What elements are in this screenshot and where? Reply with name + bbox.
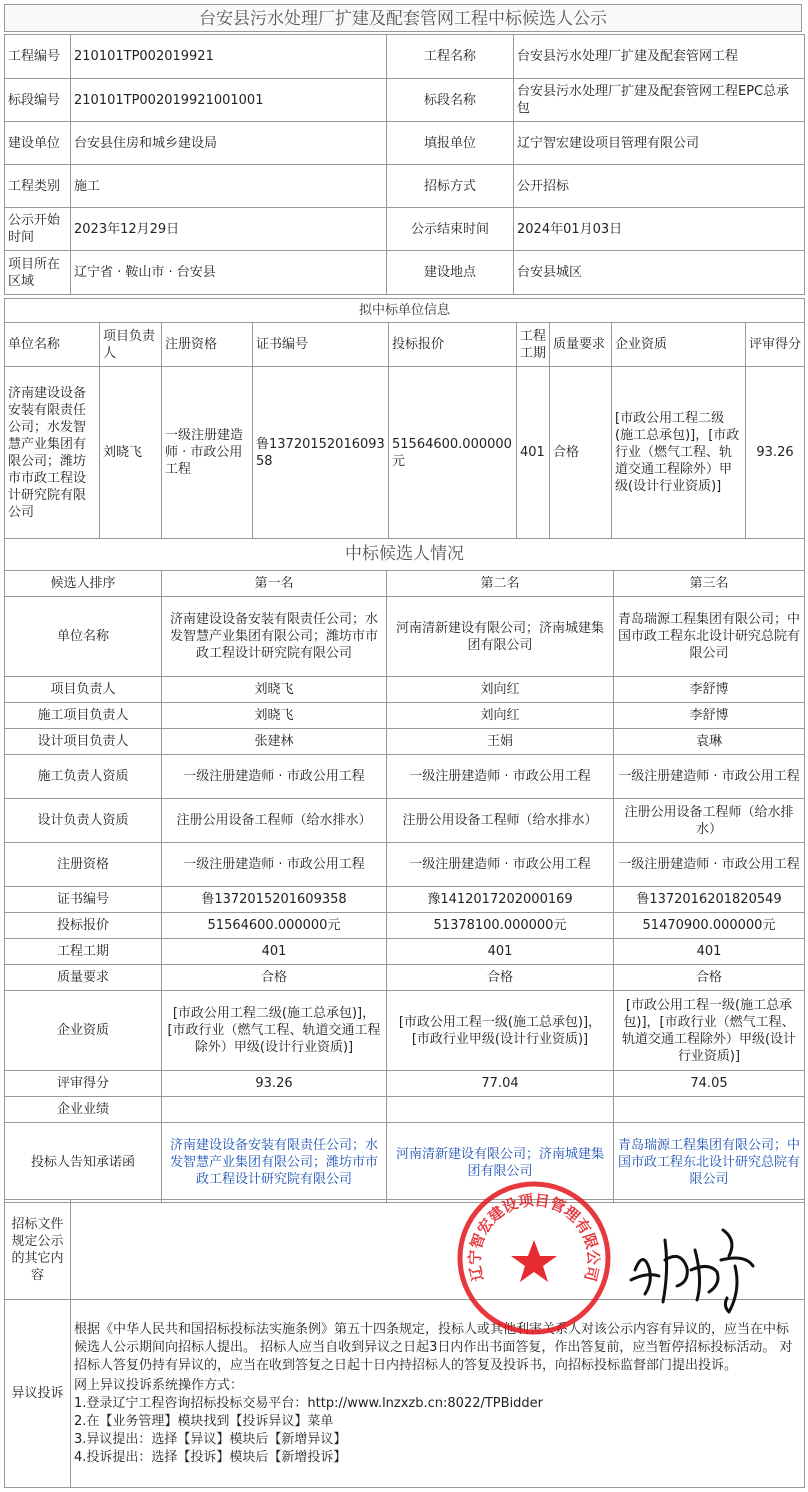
candidate-row-label: 单位名称 <box>5 597 162 677</box>
objection-content <box>71 1300 805 1488</box>
project-name: 台安县污水处理厂扩建及配套管网工程 <box>514 35 805 79</box>
candidate-row-label: 企业业绩 <box>5 1097 162 1123</box>
candidate-row <box>5 913 805 939</box>
letter-link-3[interactable] <box>614 1123 805 1203</box>
project-code: 210101TP002019921 <box>71 35 387 79</box>
candidate-cell: 51470900.000000元 <box>614 913 805 939</box>
candidate-cell: 注册公用设备工程师（给水排水） <box>387 799 614 843</box>
objection-howto: 网上异议投诉系统操作方式： <box>74 1377 244 1393</box>
candidate-row <box>5 991 805 1071</box>
candidate-cell <box>162 1097 387 1123</box>
project-info-table <box>4 34 805 295</box>
candidate-cell: 77.04 <box>387 1071 614 1097</box>
winner-company: 济南建设设备安装有限责任公司；水发智慧产业集团有限公司；潍坊市市政工程设计研究院有限公司 <box>5 367 100 539</box>
label-region: 项目所在区域 <box>5 251 71 295</box>
winner-score: 93.26 <box>746 367 805 539</box>
candidate-row-label: 质量要求 <box>5 965 162 991</box>
end-date: 2024年01月03日 <box>514 208 805 251</box>
candidate-cell <box>387 1097 614 1123</box>
candidates-table <box>4 538 805 1203</box>
candidate-cell: 张建林 <box>162 729 387 755</box>
candidate-cell: 鲁1372015201609358 <box>162 887 387 913</box>
candidate-row-label: 项目负责人 <box>5 677 162 703</box>
candidate-cell: [市政公用工程一级(施工总承包)]，[市政行业（燃气工程、轨道交通工程除外）甲级(设计行业资质)] <box>614 991 805 1071</box>
candidate-cell: 刘向红 <box>387 677 614 703</box>
candidate-cell: 注册公用设备工程师（给水排水） <box>614 799 805 843</box>
candidate-cell: 豫1412017202000169 <box>387 887 614 913</box>
label-project-name: 工程名称 <box>387 35 514 79</box>
candidates-section-title: 中标候选人情况 <box>5 539 805 571</box>
letter-link-text[interactable]: 河南清新建设有限公司；济南城建集团有限公司 <box>395 1146 604 1179</box>
label-location: 建设地点 <box>387 251 514 295</box>
candidate-row-label: 评审得分 <box>5 1071 162 1097</box>
category: 施工 <box>71 165 387 208</box>
candidate-cell: 鲁1372016201820549 <box>614 887 805 913</box>
winner-header: 质量要求 <box>550 323 612 367</box>
candidate-row <box>5 597 805 677</box>
rank-2: 第二名 <box>387 571 614 597</box>
objection-label: 异议投诉 <box>5 1300 71 1488</box>
winner-header-row <box>5 323 805 367</box>
candidate-row <box>5 799 805 843</box>
label-section-name: 标段名称 <box>387 79 514 122</box>
candidate-cell: 51378100.000000元 <box>387 913 614 939</box>
objection-step: 1.登录辽宁工程咨询招标投标交易平台：http://www.lnzxzb.cn:8022/TPBidder <box>74 1395 544 1411</box>
candidate-cell: 青岛瑞源工程集团有限公司；中国市政工程东北设计研究总院有限公司 <box>614 597 805 677</box>
rank-3: 第三名 <box>614 571 805 597</box>
candidate-cell: 济南建设设备安装有限责任公司；水发智慧产业集团有限公司；潍坊市市政工程设计研究院有限公司 <box>162 597 387 677</box>
candidate-cell: 李舒博 <box>614 677 805 703</box>
candidate-row <box>5 965 805 991</box>
winner-duration: 401 <box>517 367 550 539</box>
winner-row <box>5 367 805 539</box>
filler: 辽宁智宏建设项目管理有限公司 <box>514 122 805 165</box>
letter-link-1[interactable] <box>162 1123 387 1203</box>
candidate-cell <box>614 1097 805 1123</box>
winner-section-title: 拟中标单位信息 <box>5 299 805 323</box>
candidate-cell: 74.05 <box>614 1071 805 1097</box>
location: 台安县城区 <box>514 251 805 295</box>
winner-header: 企业资质 <box>612 323 746 367</box>
candidate-cell: 一级注册建造师 · 市政公用工程 <box>387 843 614 887</box>
other-content-label: 招标文件规定公示的其它内容 <box>5 1200 71 1300</box>
candidate-row <box>5 1071 805 1097</box>
label-end: 公示结束时间 <box>387 208 514 251</box>
winner-quality: 合格 <box>550 367 612 539</box>
candidate-cell: [市政公用工程一级(施工总承包)]，[市政行业甲级(设计行业资质)] <box>387 991 614 1071</box>
winner-manager: 刘晓飞 <box>100 367 162 539</box>
candidate-cell: 李舒博 <box>614 703 805 729</box>
letter-link-text[interactable]: 青岛瑞源工程集团有限公司；中国市政工程东北设计研究总院有限公司 <box>617 1138 800 1187</box>
winner-cert: 鲁1372015201609358 <box>253 367 389 539</box>
section-code: 210101TP002019921001001 <box>71 79 387 122</box>
label-section-code: 标段编号 <box>5 79 71 122</box>
winner-header: 单位名称 <box>5 323 100 367</box>
section-name: 台安县污水处理厂扩建及配套管网工程EPC总承包 <box>514 79 805 122</box>
candidate-cell: 401 <box>387 939 614 965</box>
label-category: 工程类别 <box>5 165 71 208</box>
footer-table <box>4 1199 805 1488</box>
label-project-code: 工程编号 <box>5 35 71 79</box>
candidate-cell: 刘晓飞 <box>162 677 387 703</box>
candidate-row <box>5 677 805 703</box>
rank-row <box>5 571 805 597</box>
candidate-cell: 注册公用设备工程师（给水排水） <box>162 799 387 843</box>
candidate-row-label: 证书编号 <box>5 887 162 913</box>
candidate-row-label: 设计负责人资质 <box>5 799 162 843</box>
rank-label: 候选人排序 <box>5 571 162 597</box>
candidate-row-label: 投标报价 <box>5 913 162 939</box>
winner-header: 投标报价 <box>389 323 517 367</box>
candidate-cell: 刘晓飞 <box>162 703 387 729</box>
candidate-cell: 一级注册建造师 · 市政公用工程 <box>387 755 614 799</box>
candidate-row-label: 施工项目负责人 <box>5 703 162 729</box>
winner-header: 评审得分 <box>746 323 805 367</box>
winner-enterprise-qualification: [市政公用工程二级(施工总承包)]，[市政行业（燃气工程、轨道交通工程除外）甲级(设计行业资质)] <box>612 367 746 539</box>
candidate-cell: 一级注册建造师 · 市政公用工程 <box>162 843 387 887</box>
objection-step: 2.在【业务管理】模块找到【投诉异议】菜单 <box>74 1413 334 1429</box>
candidate-cell: [市政公用工程二级(施工总承包)]，[市政行业（燃气工程、轨道交通工程除外）甲级(设计行业资质)] <box>162 991 387 1071</box>
label-builder: 建设单位 <box>5 122 71 165</box>
other-content <box>71 1200 805 1300</box>
winner-header: 注册资格 <box>162 323 253 367</box>
region: 辽宁省 · 鞍山市 · 台安县 <box>71 251 387 295</box>
candidate-row-label: 设计项目负责人 <box>5 729 162 755</box>
objection-step: 3.异议提出：选择【异议】模块后【新增异议】 <box>74 1431 347 1447</box>
letter-link-2[interactable] <box>387 1123 614 1203</box>
candidate-row <box>5 755 805 799</box>
candidate-row <box>5 729 805 755</box>
candidate-row-label: 工程工期 <box>5 939 162 965</box>
winner-header: 证书编号 <box>253 323 389 367</box>
candidate-cell: 合格 <box>614 965 805 991</box>
candidate-row-label: 施工负责人资质 <box>5 755 162 799</box>
candidate-cell: 401 <box>162 939 387 965</box>
winner-bid: 51564600.000000元 <box>389 367 517 539</box>
candidate-row-label: 注册资格 <box>5 843 162 887</box>
candidate-cell: 一级注册建造师 · 市政公用工程 <box>162 755 387 799</box>
winner-header: 项目负责人 <box>100 323 162 367</box>
candidate-row <box>5 939 805 965</box>
candidate-cell: 袁琳 <box>614 729 805 755</box>
candidate-cell: 一级注册建造师 · 市政公用工程 <box>614 843 805 887</box>
rank-1: 第一名 <box>162 571 387 597</box>
label-method: 招标方式 <box>387 165 514 208</box>
candidate-cell: 合格 <box>387 965 614 991</box>
candidate-cell: 王娟 <box>387 729 614 755</box>
candidate-cell: 401 <box>614 939 805 965</box>
letter-label: 投标人告知承诺函 <box>5 1123 162 1203</box>
candidate-cell: 51564600.000000元 <box>162 913 387 939</box>
label-filler: 填报单位 <box>387 122 514 165</box>
letter-row <box>5 1123 805 1203</box>
label-start: 公示开始时间 <box>5 208 71 251</box>
objection-paragraph: 根据《中华人民共和国招标投标法实施条例》第五十四条规定，投标人或其他利害关系人对该公示内容有异议的，应当在中标候选人公示期间向招标人提出。 招标人应当自收到异议之日起3日内作出书面答复，作出答复前，应当暂停招标投标活动。 对招标人答复仍持有异议的，应当在收到答复之日起十日内持招标人的答复及投诉书，向招标投标监督部门提出投诉。 <box>74 1321 793 1373</box>
candidate-row <box>5 703 805 729</box>
candidate-row <box>5 843 805 887</box>
candidate-cell: 刘向红 <box>387 703 614 729</box>
candidate-row <box>5 887 805 913</box>
svg-text:辽宁智宏建设项目管理有限公司: 辽宁智宏建设项目管理有限公司 <box>465 1191 603 1284</box>
candidate-row-label: 企业资质 <box>5 991 162 1071</box>
letter-link-text[interactable]: 济南建设设备安装有限责任公司；水发智慧产业集团有限公司；潍坊市市政工程设计研究院有限公司 <box>169 1138 378 1187</box>
winner-table <box>4 298 805 539</box>
start-date: 2023年12月29日 <box>71 208 387 251</box>
builder: 台安县住房和城乡建设局 <box>71 122 387 165</box>
candidate-cell: 合格 <box>162 965 387 991</box>
method: 公开招标 <box>514 165 805 208</box>
candidate-cell: 93.26 <box>162 1071 387 1097</box>
objection-step: 4.投诉提出：选择【投诉】模块后【新增投诉】 <box>74 1449 347 1465</box>
page-title: 台安县污水处理厂扩建及配套管网工程中标候选人公示 <box>4 4 802 32</box>
candidate-cell: 河南清新建设有限公司；济南城建集团有限公司 <box>387 597 614 677</box>
winner-qualification: 一级注册建造师 · 市政公用工程 <box>162 367 253 539</box>
candidate-cell: 一级注册建造师 · 市政公用工程 <box>614 755 805 799</box>
candidate-row <box>5 1097 805 1123</box>
winner-header: 工程工期 <box>517 323 550 367</box>
